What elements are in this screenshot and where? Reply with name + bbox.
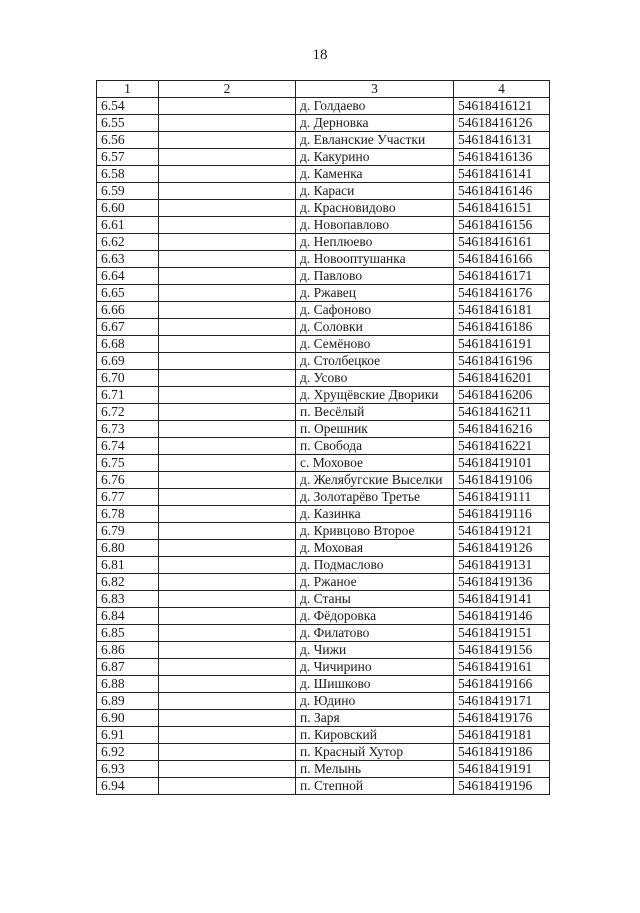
locality-name-cell: д. Соловки — [296, 319, 454, 336]
table-row — [97, 438, 550, 455]
code-cell: 54618419151 — [454, 625, 550, 642]
row-number-cell: 6.88 — [97, 676, 159, 693]
locality-name-cell: д. Павлово — [296, 268, 454, 285]
empty-cell — [159, 744, 296, 761]
code-cell: 54618416196 — [454, 353, 550, 370]
empty-cell — [159, 472, 296, 489]
table-row — [97, 591, 550, 608]
table-row — [97, 693, 550, 710]
table-row — [97, 200, 550, 217]
locality-name-cell: п. Заря — [296, 710, 454, 727]
code-cell: 54618419166 — [454, 676, 550, 693]
row-number-cell: 6.89 — [97, 693, 159, 710]
row-number-cell: 6.81 — [97, 557, 159, 574]
row-number-cell: 6.60 — [97, 200, 159, 217]
locality-name-cell: д. Караси — [296, 183, 454, 200]
table-row — [97, 744, 550, 761]
code-cell: 54618419116 — [454, 506, 550, 523]
locality-name-cell: д. Какурино — [296, 149, 454, 166]
locality-name-cell: д. Новопавлово — [296, 217, 454, 234]
code-cell: 54618416136 — [454, 149, 550, 166]
table-row — [97, 404, 550, 421]
empty-cell — [159, 200, 296, 217]
locality-name-cell: д. Ржавец — [296, 285, 454, 302]
empty-cell — [159, 608, 296, 625]
locality-name-cell: д. Красновидово — [296, 200, 454, 217]
locality-name-cell: д. Хрущёвские Дворики — [296, 387, 454, 404]
empty-cell — [159, 591, 296, 608]
locality-name-cell: д. Столбецкое — [296, 353, 454, 370]
locality-name-cell: д. Казинка — [296, 506, 454, 523]
table-row — [97, 608, 550, 625]
locality-name-cell: п. Орешник — [296, 421, 454, 438]
code-cell: 54618419106 — [454, 472, 550, 489]
table-row — [97, 370, 550, 387]
empty-cell — [159, 642, 296, 659]
code-cell: 54618416216 — [454, 421, 550, 438]
table-row — [97, 336, 550, 353]
code-cell: 54618416221 — [454, 438, 550, 455]
empty-cell — [159, 285, 296, 302]
table-body — [97, 98, 550, 795]
locality-name-cell: д. Ржаное — [296, 574, 454, 591]
table-row — [97, 132, 550, 149]
empty-cell — [159, 353, 296, 370]
empty-cell — [159, 540, 296, 557]
row-number-cell: 6.90 — [97, 710, 159, 727]
locality-name-cell: д. Каменка — [296, 166, 454, 183]
code-cell: 54618419191 — [454, 761, 550, 778]
row-number-cell: 6.74 — [97, 438, 159, 455]
row-number-cell: 6.77 — [97, 489, 159, 506]
table-row — [97, 659, 550, 676]
table-row — [97, 472, 550, 489]
code-cell: 54618419136 — [454, 574, 550, 591]
locality-name-cell: д. Чижи — [296, 642, 454, 659]
code-cell: 54618416166 — [454, 251, 550, 268]
code-cell: 54618419141 — [454, 591, 550, 608]
code-cell: 54618419196 — [454, 778, 550, 795]
code-cell: 54618416186 — [454, 319, 550, 336]
table-row — [97, 710, 550, 727]
code-cell: 54618416131 — [454, 132, 550, 149]
code-cell: 54618419146 — [454, 608, 550, 625]
table-row — [97, 285, 550, 302]
table-row — [97, 506, 550, 523]
code-cell: 54618419131 — [454, 557, 550, 574]
locality-name-cell: п. Степной — [296, 778, 454, 795]
code-cell: 54618416146 — [454, 183, 550, 200]
header-col-3: 3 — [296, 81, 454, 98]
locality-name-cell: д. Станы — [296, 591, 454, 608]
empty-cell — [159, 676, 296, 693]
empty-cell — [159, 574, 296, 591]
row-number-cell: 6.57 — [97, 149, 159, 166]
empty-cell — [159, 625, 296, 642]
table-row — [97, 251, 550, 268]
code-cell: 54618419126 — [454, 540, 550, 557]
row-number-cell: 6.76 — [97, 472, 159, 489]
code-cell: 54618419161 — [454, 659, 550, 676]
code-cell: 54618419121 — [454, 523, 550, 540]
code-cell: 54618416161 — [454, 234, 550, 251]
header-col-4: 4 — [454, 81, 550, 98]
row-number-cell: 6.70 — [97, 370, 159, 387]
locality-name-cell: д. Подмаслово — [296, 557, 454, 574]
code-cell: 54618419186 — [454, 744, 550, 761]
table-row — [97, 625, 550, 642]
locality-name-cell: п. Кировский — [296, 727, 454, 744]
table-row — [97, 319, 550, 336]
table-row — [97, 98, 550, 115]
row-number-cell: 6.78 — [97, 506, 159, 523]
empty-cell — [159, 710, 296, 727]
code-cell: 54618416156 — [454, 217, 550, 234]
row-number-cell: 6.79 — [97, 523, 159, 540]
row-number-cell: 6.67 — [97, 319, 159, 336]
table-row — [97, 387, 550, 404]
row-number-cell: 6.92 — [97, 744, 159, 761]
table-row — [97, 149, 550, 166]
code-cell: 54618419101 — [454, 455, 550, 472]
code-cell: 54618416171 — [454, 268, 550, 285]
empty-cell — [159, 557, 296, 574]
code-cell: 54618416176 — [454, 285, 550, 302]
locality-name-cell: д. Филатово — [296, 625, 454, 642]
locality-name-cell: д. Фёдоровка — [296, 608, 454, 625]
locality-name-cell: д. Неплюево — [296, 234, 454, 251]
table-row — [97, 778, 550, 795]
empty-cell — [159, 183, 296, 200]
empty-cell — [159, 268, 296, 285]
empty-cell — [159, 438, 296, 455]
locality-name-cell: п. Весёлый — [296, 404, 454, 421]
locality-name-cell: д. Кривцово Второе — [296, 523, 454, 540]
table-row — [97, 676, 550, 693]
locality-name-cell: д. Юдино — [296, 693, 454, 710]
code-cell: 54618416206 — [454, 387, 550, 404]
code-cell: 54618416181 — [454, 302, 550, 319]
code-cell: 54618416151 — [454, 200, 550, 217]
locality-name-cell: п. Красный Хутор — [296, 744, 454, 761]
empty-cell — [159, 166, 296, 183]
table-row — [97, 557, 550, 574]
locality-name-cell: п. Мелынь — [296, 761, 454, 778]
header-col-2: 2 — [159, 81, 296, 98]
empty-cell — [159, 761, 296, 778]
locality-name-cell: д. Моховая — [296, 540, 454, 557]
locality-name-cell: д. Семёново — [296, 336, 454, 353]
row-number-cell: 6.59 — [97, 183, 159, 200]
row-number-cell: 6.75 — [97, 455, 159, 472]
empty-cell — [159, 234, 296, 251]
table-row — [97, 353, 550, 370]
code-cell: 54618419156 — [454, 642, 550, 659]
code-cell: 54618416201 — [454, 370, 550, 387]
empty-cell — [159, 251, 296, 268]
empty-cell — [159, 319, 296, 336]
code-cell: 54618419171 — [454, 693, 550, 710]
empty-cell — [159, 370, 296, 387]
locality-name-cell: п. Свобода — [296, 438, 454, 455]
locality-name-cell: д. Новооптушанка — [296, 251, 454, 268]
table-row — [97, 455, 550, 472]
row-number-cell: 6.86 — [97, 642, 159, 659]
row-number-cell: 6.73 — [97, 421, 159, 438]
row-number-cell: 6.69 — [97, 353, 159, 370]
empty-cell — [159, 302, 296, 319]
table-row — [97, 166, 550, 183]
row-number-cell: 6.61 — [97, 217, 159, 234]
locality-name-cell: д. Евланские Участки — [296, 132, 454, 149]
empty-cell — [159, 149, 296, 166]
table-row — [97, 115, 550, 132]
empty-cell — [159, 98, 296, 115]
header-col-1: 1 — [97, 81, 159, 98]
row-number-cell: 6.54 — [97, 98, 159, 115]
row-number-cell: 6.85 — [97, 625, 159, 642]
empty-cell — [159, 659, 296, 676]
table-row — [97, 574, 550, 591]
table-row — [97, 234, 550, 251]
row-number-cell: 6.62 — [97, 234, 159, 251]
row-number-cell: 6.80 — [97, 540, 159, 557]
empty-cell — [159, 336, 296, 353]
row-number-cell: 6.68 — [97, 336, 159, 353]
empty-cell — [159, 523, 296, 540]
row-number-cell: 6.83 — [97, 591, 159, 608]
row-number-cell: 6.72 — [97, 404, 159, 421]
code-cell: 54618416211 — [454, 404, 550, 421]
row-number-cell: 6.82 — [97, 574, 159, 591]
locality-name-cell: д. Сафоново — [296, 302, 454, 319]
table-row — [97, 302, 550, 319]
table-row — [97, 540, 550, 557]
locality-name-cell: д. Шишково — [296, 676, 454, 693]
table-row — [97, 183, 550, 200]
code-cell: 54618419181 — [454, 727, 550, 744]
table-row — [97, 727, 550, 744]
empty-cell — [159, 455, 296, 472]
table-row — [97, 761, 550, 778]
table-row — [97, 421, 550, 438]
code-cell: 54618419176 — [454, 710, 550, 727]
locality-name-cell: с. Моховое — [296, 455, 454, 472]
empty-cell — [159, 727, 296, 744]
row-number-cell: 6.71 — [97, 387, 159, 404]
empty-cell — [159, 387, 296, 404]
empty-cell — [159, 132, 296, 149]
row-number-cell: 6.91 — [97, 727, 159, 744]
row-number-cell: 6.55 — [97, 115, 159, 132]
empty-cell — [159, 506, 296, 523]
code-cell: 54618416191 — [454, 336, 550, 353]
locality-code-table — [96, 80, 550, 795]
header-row — [97, 81, 550, 98]
empty-cell — [159, 778, 296, 795]
row-number-cell: 6.94 — [97, 778, 159, 795]
empty-cell — [159, 693, 296, 710]
code-cell: 54618416141 — [454, 166, 550, 183]
code-cell: 54618416126 — [454, 115, 550, 132]
row-number-cell: 6.66 — [97, 302, 159, 319]
empty-cell — [159, 217, 296, 234]
code-cell: 54618416121 — [454, 98, 550, 115]
table-row — [97, 523, 550, 540]
table-row — [97, 217, 550, 234]
locality-name-cell: д. Усово — [296, 370, 454, 387]
row-number-cell: 6.84 — [97, 608, 159, 625]
locality-name-cell: д. Чичирино — [296, 659, 454, 676]
row-number-cell: 6.56 — [97, 132, 159, 149]
empty-cell — [159, 404, 296, 421]
row-number-cell: 6.65 — [97, 285, 159, 302]
row-number-cell: 6.87 — [97, 659, 159, 676]
row-number-cell: 6.64 — [97, 268, 159, 285]
table-row — [97, 642, 550, 659]
page-number: 18 — [312, 47, 328, 63]
locality-name-cell: д. Голдаево — [296, 98, 454, 115]
row-number-cell: 6.58 — [97, 166, 159, 183]
code-cell: 54618419111 — [454, 489, 550, 506]
empty-cell — [159, 489, 296, 506]
locality-name-cell: д. Золотарёво Третье — [296, 489, 454, 506]
empty-cell — [159, 421, 296, 438]
locality-name-cell: д. Дерновка — [296, 115, 454, 132]
table-row — [97, 489, 550, 506]
row-number-cell: 6.63 — [97, 251, 159, 268]
empty-cell — [159, 115, 296, 132]
locality-name-cell: д. Желябугские Выселки — [296, 472, 454, 489]
table-row — [97, 268, 550, 285]
row-number-cell: 6.93 — [97, 761, 159, 778]
